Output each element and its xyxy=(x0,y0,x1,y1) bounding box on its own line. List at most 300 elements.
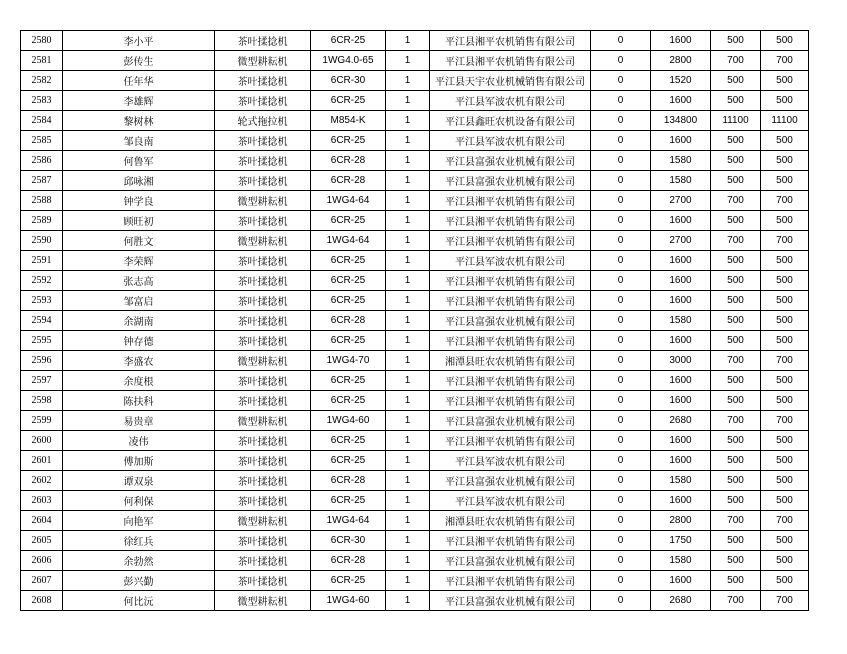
sale-price-cell: 1600 xyxy=(651,391,711,411)
subsidy-approved-cell: 700 xyxy=(761,231,809,251)
zero-value-cell: 0 xyxy=(591,591,651,611)
model-number-cell: 6CR-25 xyxy=(311,31,386,51)
applicant-name-cell: 李小平 xyxy=(63,31,215,51)
subsidy-amount-cell: 500 xyxy=(711,391,761,411)
applicant-name-cell: 张志高 xyxy=(63,271,215,291)
model-number-cell: 6CR-25 xyxy=(311,211,386,231)
subsidy-amount-cell: 500 xyxy=(711,331,761,351)
machine-type-cell: 茶叶揉捻机 xyxy=(215,531,311,551)
machine-type-cell: 微型耕耘机 xyxy=(215,591,311,611)
machine-type-cell: 微型耕耘机 xyxy=(215,351,311,371)
subsidy-amount-cell: 500 xyxy=(711,311,761,331)
subsidy-amount-cell: 500 xyxy=(711,271,761,291)
quantity-cell: 1 xyxy=(386,231,430,251)
table-row xyxy=(21,351,809,371)
zero-value-cell: 0 xyxy=(591,231,651,251)
machine-type-cell: 茶叶揉捻机 xyxy=(215,131,311,151)
subsidy-approved-cell: 700 xyxy=(761,591,809,611)
model-number-cell: 6CR-28 xyxy=(311,311,386,331)
zero-value-cell: 0 xyxy=(591,151,651,171)
model-number-cell: 6CR-25 xyxy=(311,91,386,111)
applicant-name-cell: 钟学良 xyxy=(63,191,215,211)
table-row xyxy=(21,151,809,171)
subsidy-approved-cell: 500 xyxy=(761,251,809,271)
quantity-cell: 1 xyxy=(386,51,430,71)
dealer-cell: 平江县天宇农业机械销售有限公司 xyxy=(430,71,591,91)
subsidy-approved-cell: 500 xyxy=(761,431,809,451)
table-row xyxy=(21,191,809,211)
serial-number-cell: 2590 xyxy=(21,231,63,251)
serial-number-cell: 2580 xyxy=(21,31,63,51)
quantity-cell: 1 xyxy=(386,351,430,371)
model-number-cell: 6CR-25 xyxy=(311,131,386,151)
dealer-cell: 平江县军波农机有限公司 xyxy=(430,131,591,151)
subsidy-amount-cell: 700 xyxy=(711,191,761,211)
quantity-cell: 1 xyxy=(386,331,430,351)
sale-price-cell: 2800 xyxy=(651,51,711,71)
quantity-cell: 1 xyxy=(386,31,430,51)
zero-value-cell: 0 xyxy=(591,171,651,191)
subsidy-approved-cell: 500 xyxy=(761,571,809,591)
sale-price-cell: 1600 xyxy=(651,431,711,451)
sale-price-cell: 1600 xyxy=(651,331,711,351)
sale-price-cell: 1580 xyxy=(651,551,711,571)
serial-number-cell: 2592 xyxy=(21,271,63,291)
serial-number-cell: 2582 xyxy=(21,71,63,91)
applicant-name-cell: 顾旺初 xyxy=(63,211,215,231)
sale-price-cell: 1750 xyxy=(651,531,711,551)
sale-price-cell: 1520 xyxy=(651,71,711,91)
quantity-cell: 1 xyxy=(386,131,430,151)
dealer-cell: 平江县湘平农机销售有限公司 xyxy=(430,571,591,591)
applicant-name-cell: 邱咏湘 xyxy=(63,171,215,191)
serial-number-cell: 2597 xyxy=(21,371,63,391)
subsidy-amount-cell: 500 xyxy=(711,151,761,171)
zero-value-cell: 0 xyxy=(591,71,651,91)
zero-value-cell: 0 xyxy=(591,251,651,271)
serial-number-cell: 2607 xyxy=(21,571,63,591)
machine-type-cell: 茶叶揉捻机 xyxy=(215,211,311,231)
applicant-name-cell: 钟存德 xyxy=(63,331,215,351)
zero-value-cell: 0 xyxy=(591,571,651,591)
zero-value-cell: 0 xyxy=(591,411,651,431)
machine-type-cell: 茶叶揉捻机 xyxy=(215,431,311,451)
dealer-cell: 平江县湘平农机销售有限公司 xyxy=(430,51,591,71)
subsidy-records-table xyxy=(20,30,809,611)
table-row xyxy=(21,451,809,471)
subsidy-amount-cell: 700 xyxy=(711,51,761,71)
quantity-cell: 1 xyxy=(386,171,430,191)
dealer-cell: 平江县军波农机有限公司 xyxy=(430,451,591,471)
applicant-name-cell: 李雄辉 xyxy=(63,91,215,111)
dealer-cell: 平江县富强农业机械有限公司 xyxy=(430,591,591,611)
dealer-cell: 湘潭县旺农农机销售有限公司 xyxy=(430,351,591,371)
subsidy-approved-cell: 500 xyxy=(761,31,809,51)
quantity-cell: 1 xyxy=(386,251,430,271)
table-row xyxy=(21,591,809,611)
sale-price-cell: 1600 xyxy=(651,291,711,311)
dealer-cell: 平江县军波农机有限公司 xyxy=(430,251,591,271)
machine-type-cell: 微型耕耘机 xyxy=(215,191,311,211)
model-number-cell: 6CR-25 xyxy=(311,431,386,451)
subsidy-amount-cell: 700 xyxy=(711,231,761,251)
serial-number-cell: 2606 xyxy=(21,551,63,571)
sale-price-cell: 1600 xyxy=(651,211,711,231)
sale-price-cell: 2700 xyxy=(651,231,711,251)
subsidy-approved-cell: 500 xyxy=(761,211,809,231)
subsidy-amount-cell: 500 xyxy=(711,251,761,271)
dealer-cell: 平江县湘平农机销售有限公司 xyxy=(430,231,591,251)
dealer-cell: 平江县湘平农机销售有限公司 xyxy=(430,331,591,351)
sale-price-cell: 1600 xyxy=(651,31,711,51)
quantity-cell: 1 xyxy=(386,371,430,391)
zero-value-cell: 0 xyxy=(591,531,651,551)
subsidy-approved-cell: 500 xyxy=(761,471,809,491)
subsidy-amount-cell: 500 xyxy=(711,551,761,571)
sale-price-cell: 1600 xyxy=(651,271,711,291)
subsidy-approved-cell: 500 xyxy=(761,311,809,331)
zero-value-cell: 0 xyxy=(591,191,651,211)
machine-type-cell: 茶叶揉捻机 xyxy=(215,151,311,171)
quantity-cell: 1 xyxy=(386,411,430,431)
subsidy-approved-cell: 500 xyxy=(761,91,809,111)
table-row xyxy=(21,371,809,391)
zero-value-cell: 0 xyxy=(591,311,651,331)
subsidy-approved-cell: 11100 xyxy=(761,111,809,131)
model-number-cell: 6CR-25 xyxy=(311,391,386,411)
model-number-cell: 6CR-28 xyxy=(311,171,386,191)
applicant-name-cell: 余湖南 xyxy=(63,311,215,331)
dealer-cell: 平江县富强农业机械有限公司 xyxy=(430,471,591,491)
zero-value-cell: 0 xyxy=(591,371,651,391)
model-number-cell: 6CR-25 xyxy=(311,291,386,311)
model-number-cell: 6CR-30 xyxy=(311,531,386,551)
table-row xyxy=(21,391,809,411)
subsidy-approved-cell: 500 xyxy=(761,551,809,571)
subsidy-amount-cell: 500 xyxy=(711,91,761,111)
applicant-name-cell: 何鲁军 xyxy=(63,151,215,171)
table-row xyxy=(21,251,809,271)
table-row xyxy=(21,471,809,491)
serial-number-cell: 2585 xyxy=(21,131,63,151)
sale-price-cell: 1600 xyxy=(651,491,711,511)
quantity-cell: 1 xyxy=(386,591,430,611)
applicant-name-cell: 彭兴勤 xyxy=(63,571,215,591)
machine-type-cell: 微型耕耘机 xyxy=(215,51,311,71)
machine-type-cell: 微型耕耘机 xyxy=(215,511,311,531)
machine-type-cell: 轮式拖拉机 xyxy=(215,111,311,131)
applicant-name-cell: 何利保 xyxy=(63,491,215,511)
subsidy-approved-cell: 700 xyxy=(761,411,809,431)
subsidy-approved-cell: 500 xyxy=(761,531,809,551)
machine-type-cell: 茶叶揉捻机 xyxy=(215,171,311,191)
applicant-name-cell: 任年华 xyxy=(63,71,215,91)
model-number-cell: 6CR-25 xyxy=(311,571,386,591)
subsidy-amount-cell: 11100 xyxy=(711,111,761,131)
machine-type-cell: 茶叶揉捻机 xyxy=(215,451,311,471)
model-number-cell: 6CR-25 xyxy=(311,251,386,271)
table-row xyxy=(21,31,809,51)
zero-value-cell: 0 xyxy=(591,131,651,151)
subsidy-amount-cell: 500 xyxy=(711,471,761,491)
serial-number-cell: 2581 xyxy=(21,51,63,71)
subsidy-amount-cell: 500 xyxy=(711,31,761,51)
zero-value-cell: 0 xyxy=(591,51,651,71)
quantity-cell: 1 xyxy=(386,311,430,331)
subsidy-amount-cell: 500 xyxy=(711,451,761,471)
model-number-cell: 6CR-25 xyxy=(311,271,386,291)
table-row xyxy=(21,71,809,91)
quantity-cell: 1 xyxy=(386,111,430,131)
serial-number-cell: 2598 xyxy=(21,391,63,411)
dealer-cell: 平江县湘平农机销售有限公司 xyxy=(430,291,591,311)
machine-type-cell: 茶叶揉捻机 xyxy=(215,491,311,511)
serial-number-cell: 2591 xyxy=(21,251,63,271)
zero-value-cell: 0 xyxy=(591,491,651,511)
machine-type-cell: 茶叶揉捻机 xyxy=(215,311,311,331)
machine-type-cell: 茶叶揉捻机 xyxy=(215,271,311,291)
quantity-cell: 1 xyxy=(386,551,430,571)
model-number-cell: 6CR-25 xyxy=(311,491,386,511)
dealer-cell: 平江县富强农业机械有限公司 xyxy=(430,311,591,331)
applicant-name-cell: 徐红兵 xyxy=(63,531,215,551)
model-number-cell: 6CR-30 xyxy=(311,71,386,91)
subsidy-amount-cell: 500 xyxy=(711,531,761,551)
subsidy-amount-cell: 500 xyxy=(711,211,761,231)
table-row xyxy=(21,491,809,511)
sale-price-cell: 2700 xyxy=(651,191,711,211)
sale-price-cell: 1580 xyxy=(651,471,711,491)
applicant-name-cell: 何胜文 xyxy=(63,231,215,251)
subsidy-approved-cell: 500 xyxy=(761,371,809,391)
zero-value-cell: 0 xyxy=(591,291,651,311)
table-row xyxy=(21,171,809,191)
applicant-name-cell: 黎树林 xyxy=(63,111,215,131)
sale-price-cell: 1600 xyxy=(651,371,711,391)
zero-value-cell: 0 xyxy=(591,451,651,471)
quantity-cell: 1 xyxy=(386,191,430,211)
serial-number-cell: 2600 xyxy=(21,431,63,451)
serial-number-cell: 2594 xyxy=(21,311,63,331)
model-number-cell: 1WG4-64 xyxy=(311,231,386,251)
quantity-cell: 1 xyxy=(386,211,430,231)
applicant-name-cell: 邹富启 xyxy=(63,291,215,311)
model-number-cell: 1WG4-70 xyxy=(311,351,386,371)
machine-type-cell: 茶叶揉捻机 xyxy=(215,371,311,391)
model-number-cell: 6CR-28 xyxy=(311,551,386,571)
serial-number-cell: 2584 xyxy=(21,111,63,131)
sale-price-cell: 1600 xyxy=(651,91,711,111)
subsidy-amount-cell: 500 xyxy=(711,431,761,451)
applicant-name-cell: 何比沅 xyxy=(63,591,215,611)
dealer-cell: 平江县湘平农机销售有限公司 xyxy=(430,271,591,291)
machine-type-cell: 茶叶揉捻机 xyxy=(215,331,311,351)
table-row xyxy=(21,131,809,151)
model-number-cell: 1WG4.0-65 xyxy=(311,51,386,71)
zero-value-cell: 0 xyxy=(591,471,651,491)
serial-number-cell: 2593 xyxy=(21,291,63,311)
applicant-name-cell: 傅加斯 xyxy=(63,451,215,471)
serial-number-cell: 2608 xyxy=(21,591,63,611)
applicant-name-cell: 邹良南 xyxy=(63,131,215,151)
quantity-cell: 1 xyxy=(386,431,430,451)
subsidy-amount-cell: 700 xyxy=(711,411,761,431)
serial-number-cell: 2588 xyxy=(21,191,63,211)
subsidy-approved-cell: 500 xyxy=(761,331,809,351)
serial-number-cell: 2601 xyxy=(21,451,63,471)
zero-value-cell: 0 xyxy=(591,391,651,411)
sale-price-cell: 1600 xyxy=(651,451,711,471)
subsidy-amount-cell: 500 xyxy=(711,71,761,91)
serial-number-cell: 2602 xyxy=(21,471,63,491)
applicant-name-cell: 向艳军 xyxy=(63,511,215,531)
serial-number-cell: 2595 xyxy=(21,331,63,351)
subsidy-approved-cell: 500 xyxy=(761,271,809,291)
table-row xyxy=(21,231,809,251)
applicant-name-cell: 李荣辉 xyxy=(63,251,215,271)
subsidy-approved-cell: 500 xyxy=(761,451,809,471)
quantity-cell: 1 xyxy=(386,451,430,471)
zero-value-cell: 0 xyxy=(591,211,651,231)
serial-number-cell: 2604 xyxy=(21,511,63,531)
quantity-cell: 1 xyxy=(386,151,430,171)
dealer-cell: 平江县湘平农机销售有限公司 xyxy=(430,211,591,231)
machine-type-cell: 茶叶揉捻机 xyxy=(215,71,311,91)
subsidy-approved-cell: 700 xyxy=(761,51,809,71)
quantity-cell: 1 xyxy=(386,71,430,91)
subsidy-amount-cell: 500 xyxy=(711,171,761,191)
quantity-cell: 1 xyxy=(386,291,430,311)
sale-price-cell: 2680 xyxy=(651,591,711,611)
table-row xyxy=(21,271,809,291)
table-row xyxy=(21,51,809,71)
quantity-cell: 1 xyxy=(386,391,430,411)
model-number-cell: 6CR-25 xyxy=(311,331,386,351)
quantity-cell: 1 xyxy=(386,571,430,591)
machine-type-cell: 微型耕耘机 xyxy=(215,411,311,431)
quantity-cell: 1 xyxy=(386,271,430,291)
model-number-cell: 1WG4-64 xyxy=(311,511,386,531)
serial-number-cell: 2589 xyxy=(21,211,63,231)
dealer-cell: 平江县湘平农机销售有限公司 xyxy=(430,31,591,51)
zero-value-cell: 0 xyxy=(591,271,651,291)
serial-number-cell: 2586 xyxy=(21,151,63,171)
machine-type-cell: 茶叶揉捻机 xyxy=(215,251,311,271)
quantity-cell: 1 xyxy=(386,511,430,531)
zero-value-cell: 0 xyxy=(591,351,651,371)
dealer-cell: 平江县富强农业机械有限公司 xyxy=(430,151,591,171)
model-number-cell: 1WG4-60 xyxy=(311,591,386,611)
table-row xyxy=(21,291,809,311)
dealer-cell: 平江县湘平农机销售有限公司 xyxy=(430,531,591,551)
zero-value-cell: 0 xyxy=(591,91,651,111)
subsidy-approved-cell: 700 xyxy=(761,191,809,211)
subsidy-amount-cell: 700 xyxy=(711,591,761,611)
sale-price-cell: 134800 xyxy=(651,111,711,131)
table-row xyxy=(21,431,809,451)
dealer-cell: 平江县湘平农机销售有限公司 xyxy=(430,431,591,451)
subsidy-amount-cell: 700 xyxy=(711,511,761,531)
serial-number-cell: 2587 xyxy=(21,171,63,191)
applicant-name-cell: 凌伟 xyxy=(63,431,215,451)
model-number-cell: 6CR-25 xyxy=(311,371,386,391)
serial-number-cell: 2599 xyxy=(21,411,63,431)
subsidy-approved-cell: 700 xyxy=(761,351,809,371)
subsidy-amount-cell: 500 xyxy=(711,131,761,151)
subsidy-approved-cell: 500 xyxy=(761,171,809,191)
dealer-cell: 平江县富强农业机械有限公司 xyxy=(430,551,591,571)
applicant-name-cell: 余勃然 xyxy=(63,551,215,571)
serial-number-cell: 2583 xyxy=(21,91,63,111)
model-number-cell: 6CR-28 xyxy=(311,471,386,491)
model-number-cell: M854-K xyxy=(311,111,386,131)
sale-price-cell: 1580 xyxy=(651,311,711,331)
serial-number-cell: 2596 xyxy=(21,351,63,371)
dealer-cell: 平江县湘平农机销售有限公司 xyxy=(430,191,591,211)
table-row xyxy=(21,411,809,431)
table-row xyxy=(21,551,809,571)
quantity-cell: 1 xyxy=(386,531,430,551)
sale-price-cell: 1600 xyxy=(651,131,711,151)
model-number-cell: 1WG4-60 xyxy=(311,411,386,431)
dealer-cell: 平江县富强农业机械有限公司 xyxy=(430,171,591,191)
sale-price-cell: 1600 xyxy=(651,251,711,271)
sale-price-cell: 2680 xyxy=(651,411,711,431)
subsidy-approved-cell: 500 xyxy=(761,491,809,511)
applicant-name-cell: 谭双泉 xyxy=(63,471,215,491)
applicant-name-cell: 余度根 xyxy=(63,371,215,391)
machine-type-cell: 茶叶揉捻机 xyxy=(215,391,311,411)
applicant-name-cell: 李盛农 xyxy=(63,351,215,371)
subsidy-amount-cell: 500 xyxy=(711,491,761,511)
subsidy-approved-cell: 500 xyxy=(761,291,809,311)
applicant-name-cell: 易贵章 xyxy=(63,411,215,431)
sale-price-cell: 1580 xyxy=(651,151,711,171)
applicant-name-cell: 陈扶科 xyxy=(63,391,215,411)
table-row xyxy=(21,331,809,351)
dealer-cell: 湘潭县旺农农机销售有限公司 xyxy=(430,511,591,531)
subsidy-amount-cell: 500 xyxy=(711,571,761,591)
quantity-cell: 1 xyxy=(386,91,430,111)
sale-price-cell: 2800 xyxy=(651,511,711,531)
dealer-cell: 平江县军波农机有限公司 xyxy=(430,91,591,111)
sale-price-cell: 3000 xyxy=(651,351,711,371)
machine-type-cell: 茶叶揉捻机 xyxy=(215,471,311,491)
machine-type-cell: 茶叶揉捻机 xyxy=(215,91,311,111)
machine-type-cell: 茶叶揉捻机 xyxy=(215,31,311,51)
zero-value-cell: 0 xyxy=(591,111,651,131)
table-body xyxy=(21,31,809,611)
dealer-cell: 平江县湘平农机销售有限公司 xyxy=(430,391,591,411)
subsidy-approved-cell: 500 xyxy=(761,151,809,171)
sale-price-cell: 1580 xyxy=(651,171,711,191)
zero-value-cell: 0 xyxy=(591,511,651,531)
table-row xyxy=(21,571,809,591)
machine-type-cell: 微型耕耘机 xyxy=(215,231,311,251)
zero-value-cell: 0 xyxy=(591,551,651,571)
serial-number-cell: 2603 xyxy=(21,491,63,511)
table-row xyxy=(21,311,809,331)
subsidy-approved-cell: 500 xyxy=(761,391,809,411)
subsidy-amount-cell: 500 xyxy=(711,291,761,311)
table-row xyxy=(21,111,809,131)
model-number-cell: 6CR-25 xyxy=(311,451,386,471)
dealer-cell: 平江县富强农业机械有限公司 xyxy=(430,411,591,431)
table-row xyxy=(21,91,809,111)
machine-type-cell: 茶叶揉捻机 xyxy=(215,571,311,591)
table-row xyxy=(21,531,809,551)
subsidy-approved-cell: 700 xyxy=(761,511,809,531)
